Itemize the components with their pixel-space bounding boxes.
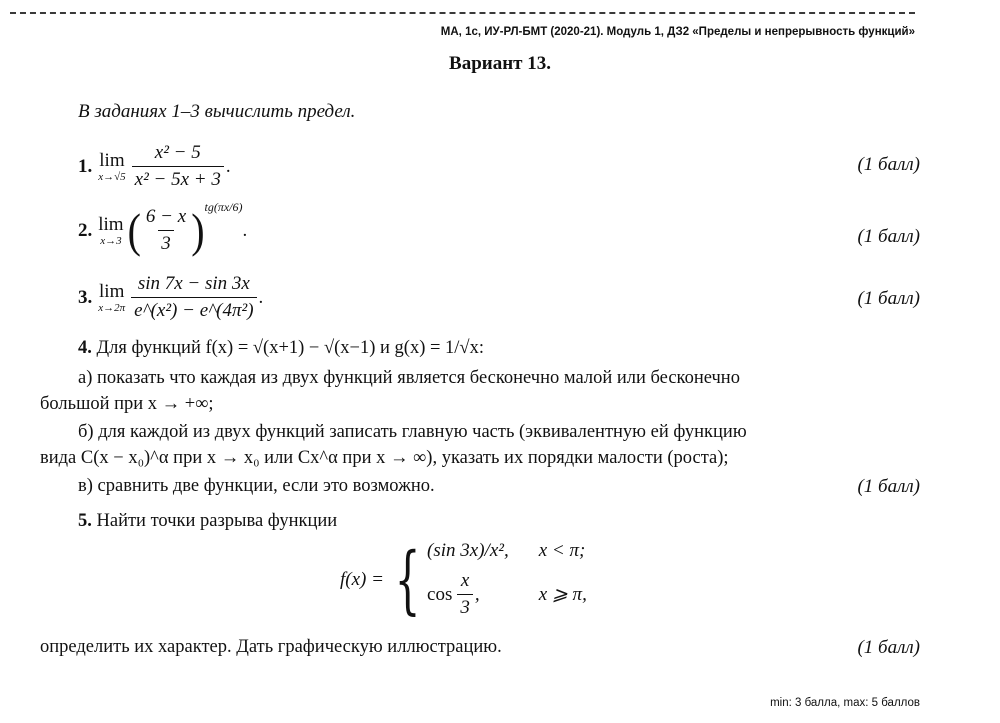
left-brace: { (394, 536, 421, 623)
limit-operator: lim x→√5 (98, 149, 126, 183)
problem-1: 1. lim x→√5 $\frac{\text{x² − 5}}{\text{x² − 5x + 3}}$ . (78, 142, 231, 190)
task-5-tail: определить их характер. Дать графическую иллюстрацию. (40, 637, 502, 657)
problem-number: 1. (78, 155, 93, 177)
task-4-c: в) сравнить две функции, если это возможно. (78, 476, 435, 496)
points-3: (1 балл) (857, 288, 920, 309)
score-range: min: 3 балла, max: 5 баллов (770, 697, 920, 709)
task-4-a-line2: большой при x → +∞; (40, 394, 214, 414)
instructions: В заданиях 1–3 вычислить предел. (78, 101, 356, 122)
task-4-a-line1: а) показать что каждая из двух функций является бесконечно малой или бесконечно (78, 368, 740, 388)
points-4: (1 балл) (857, 476, 920, 497)
right-paren: ) (191, 202, 205, 257)
points-2: (1 балл) (857, 226, 920, 247)
fraction: $\frac{6 - x}{3}$ (145, 206, 187, 254)
fraction: $\frac{\text{x² − 5}}{\text{x² − 5x + 3}}$ (132, 142, 224, 191)
task-4-b-line1: б) для каждой из двух функций записать главную часть (эквивалентную ей функцию (78, 422, 747, 442)
points-1: (1 балл) (857, 154, 920, 175)
points-5: (1 балл) (857, 637, 920, 658)
limit-operator: lim x→2π (98, 280, 126, 314)
task-5-head: 5. Найти точки разрыва функции (78, 511, 338, 531)
problem-2: 2. lim x→3 ( $\frac{6 - x}{3}$ ) tg(πx/6) . (78, 200, 248, 257)
problem-3: 3. lim x→2π $\frac{\sin 7x - \sin 3x}{\text{e\textasciicircum{}(x²) − e\textasciicircum{}(4π²)}}$ . (78, 273, 264, 321)
cases: (sin 3x)/x², x < π; cos $\frac{x}{3}$ , x ⩾ π, (427, 540, 587, 618)
fraction: $\frac{\sin 7x - \sin 3x}{\text{e\textasciicircum{}(x²) − e\textasciicircum{}(4π²)}}$ (131, 273, 256, 322)
limit-operator: lim x→3 (98, 213, 124, 247)
left-paren: ( (127, 202, 141, 257)
task-4-b-line2: вида C(x − x₀)^α при x → x₀ или Cx^α при x → ∞), указать их порядки малости (роста); (40, 448, 729, 468)
task-4-head: 4. Для функций f(x) = √(x+1) − √(x−1) и g(x) = 1/√x: (78, 338, 484, 358)
problem-number: 3. (78, 286, 93, 308)
piecewise-function: f(x) = { (sin 3x)/x², x < π; cos $\frac{x}{3}$ , x ⩾ π, (340, 536, 587, 623)
exponent: tg(πx/6) (204, 200, 243, 214)
problem-number: 2. (78, 219, 93, 241)
header-dashed-line (10, 12, 915, 14)
course-header: МА, 1с, ИУ-РЛ-БМТ (2020-21). Модуль 1, ДЗ2 «Пределы и непрерывность функций» (440, 26, 915, 38)
variant-title: Вариант 13. (449, 53, 551, 74)
